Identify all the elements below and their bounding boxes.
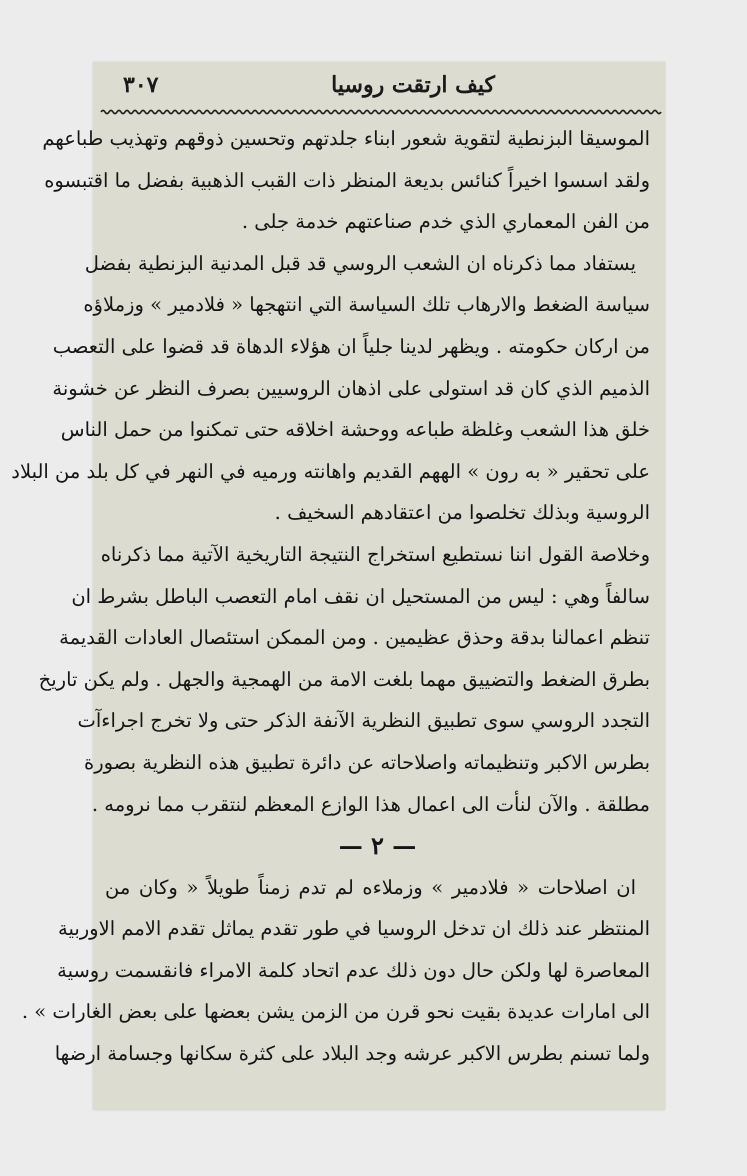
text-line: وخلاصة القول اننا نستطيع استخراج النتيجة التاريخية الآتية مما ذكرناه — [100, 542, 650, 566]
text-line: سالفاً وهي : ليس من المستحيل ان نقف امام التعصب الباطل بشرط ان — [71, 584, 650, 608]
text-line: بطرق الضغط والتضييق مهما بلغت الامة من الهمجية والجهل . ولم يكن تاريخ — [38, 667, 650, 691]
page-number: ٣٠٧ — [123, 72, 159, 98]
text-line: على تحقير « به رون » الههم القديم واهانته ورميه في النهر في كل بلد من البلاد — [11, 459, 650, 483]
text-line: ان اصلاحات « فلادمير » وزملاءه لم تدم زمناً طويلاً « وكان من — [105, 875, 636, 899]
text-line: الذميم الذي كان قد استولى على اذهان الروسيين بصرف النظر عن خشونة — [52, 376, 650, 400]
body-text — [11, 118, 650, 1075]
text-line: ولما تسنم بطرس الاكبر عرشه وجد البلاد على كثرة سكانها وجسامة ارضها — [54, 1042, 650, 1066]
section-number: — ٢ — — [338, 831, 417, 861]
wavy-divider-rule — [101, 106, 657, 118]
text-line: يستفاد مما ذكرناه ان الشعب الروسي قد قبل المدنية البزنطية بفضل — [84, 251, 636, 275]
text-line: المنتظر عند ذلك ان تدخل الروسيا في طور تقدم يماثل تقدم الامم الاوربية — [58, 917, 650, 941]
text-line: بطرس الاكبر وتنظيماته واصلاحاته عن دائرة تطبيق هذه النظرية بصورة — [84, 750, 650, 774]
text-line: من الفن المعماري الذي خدم صناعتهم خدمة جلى . — [241, 210, 650, 234]
text-line: من اركان حكومته . ويظهر لدينا جلياً ان هؤلاء الدهاة قد قضوا على التعصب — [52, 334, 650, 358]
text-line: تنظم اعمالنا بدقة وحذق عظيمين . ومن الممكن استئصال العادات القديمة — [59, 626, 650, 650]
text-line: خلق هذا الشعب وغلظة طباعه ووحشة اخلاقه حتى تمكنوا من حمل الناس — [60, 418, 650, 442]
text-line: التجدد الروسي سوى تطبيق النظرية الآنفة الذكر حتى ولا تخرج اجراءآت — [77, 709, 650, 733]
text-line: ولقد اسسوا اخيراً كنائس بديعة المنظر ذات القبب الذهبية بفضل ما اقتبسوه — [44, 168, 650, 192]
text-line: مطلقة . والآن لنأت الى اعمال هذا الوازع المعظم لنتقرب مما نرومه . — [91, 792, 650, 816]
text-line: المعاصرة لها ولكن حال دون ذلك عدم اتحاد كلمة الامراء فانقسمت روسية — [57, 958, 650, 982]
text-line: سياسة الضغط والارهاب تلك السياسة التي انتهجها « فلادمير » وزملاؤه — [83, 293, 650, 317]
page-header — [105, 70, 645, 100]
text-line: الموسيقا البزنطية لتقوية شعور ابناء جلدتهم وتحسين ذوقهم وتهذيب طباعهم — [42, 127, 650, 150]
text-line: الى امارات عديدة بقيت نحو قرن من الزمن يشن بعضها على بعض الغارات » . — [21, 1000, 650, 1024]
text-line: الروسية وبذلك تخلصوا من اعتقادهم السخيف . — [274, 501, 650, 525]
book-page — [11, 62, 665, 1110]
running-title: كيف ارتقت روسيا — [331, 72, 495, 98]
